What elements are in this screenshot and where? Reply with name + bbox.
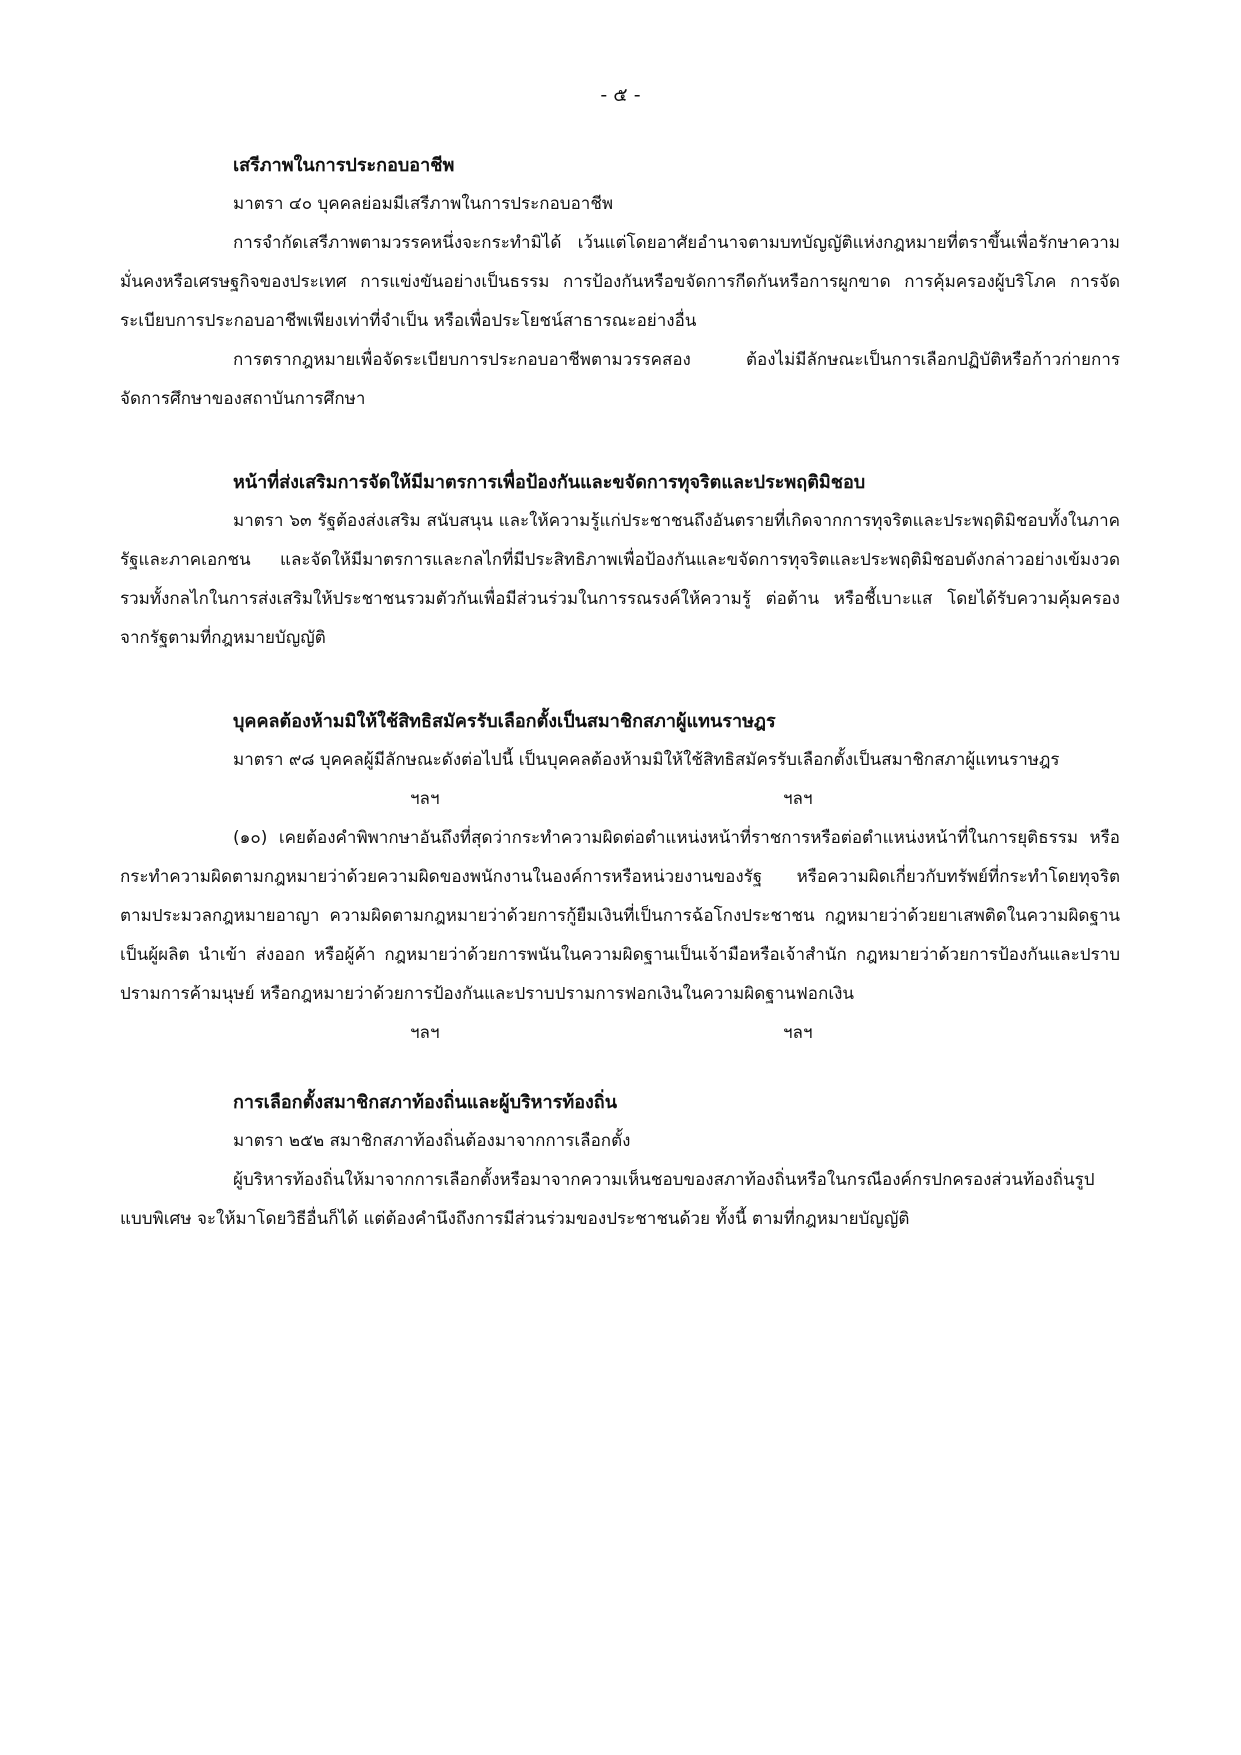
omission-marker: ฯลฯ [783, 789, 813, 809]
section-candidate-prohibitions [120, 702, 1120, 1053]
section-heading: หน้าที่ส่งเสริมการจัดให้มีมาตรการเพื่อป้องกันและขจัดการทุจริตและประพฤติมิชอบ [233, 472, 866, 493]
section-paragraph: การตรากฎหมายเพื่อจัดระเบียบการประกอบอาชีพตามวรรคสอง ต้องไม่มีลักษณะเป็นการเลือกปฏิบัติหรือก้าวก่ายการจัดการศึกษาของสถาบันการศึกษา [120, 350, 1120, 409]
section-paragraph: มาตรา ๔๐ บุคคลย่อมมีเสรีภาพในการประกอบอาชีพ [233, 194, 614, 214]
section-paragraph: (๑๐) เคยต้องคำพิพากษาอันถึงที่สุดว่ากระทำความผิดต่อตำแหน่งหน้าที่ราชการหรือต่อตำแหน่งหน้าที่ในการยุติธรรม หรือกระทำความผิดตามกฎหมายว่าด้วยความผิดของพนักงานในองค์การหรือหน่วยงานของรัฐ หรือความผิดเกี่ยวกับทรัพย์ที่กระทำโดยทุจริตตามประมวลกฎหมายอาญา ความผิดตามกฎหมายว่าด้วยการกู้ยืมเงินที่เป็นการฉ้อโกงประชาชน กฎหมายว่าด้วยยาเสพติดในความผิดฐานเป็นผู้ผลิต นำเข้า ส่งออก หรือผู้ค้า กฎหมายว่าด้วยการพนันในความผิดฐานเป็นเจ้ามือหรือเจ้าสำนัก กฎหมายว่าด้วยการป้องกันและปราบปรามการค้ามนุษย์ หรือกฎหมายว่าด้วยการป้องกันและปราบปรามการฟอกเงินในความผิดฐานฟอกเงิน [120, 828, 1120, 1004]
section-heading: บุคคลต้องห้ามมิให้ใช้สิทธิสมัครรับเลือกตั้งเป็นสมาชิกสภาผู้แทนราษฎร [233, 711, 776, 732]
section-spacer [120, 658, 1120, 702]
document-body [120, 146, 1120, 1239]
omission-marker-row [120, 1014, 1120, 1053]
section-heading: เสรีภาพในการประกอบอาชีพ [233, 155, 455, 176]
section-spacer [120, 1053, 1120, 1083]
section-spacer [120, 419, 1120, 463]
section-paragraph: มาตรา ๖๓ รัฐต้องส่งเสริม สนับสนุน และให้ความรู้แก่ประชาชนถึงอันตรายที่เกิดจากการทุจริตและประพฤติมิชอบทั้งในภาครัฐและภาคเอกชน และจัดให้มีมาตรการและกลไกที่มีประสิทธิภาพเพื่อป้องกันและขจัดการทุจริตและประพฤติมิชอบดังกล่าวอย่างเข้มงวด รวมทั้งกลไกในการส่งเสริมให้ประชาชนรวมตัวกันเพื่อมีส่วนร่วมในการรณรงค์ให้ความรู้ ต่อต้าน หรือชี้เบาะแส โดยได้รับความคุ้มครองจากรัฐตามที่กฎหมายบัญญัติ [120, 511, 1120, 648]
page-number: - ๕ - [600, 84, 641, 106]
section-paragraph: ผู้บริหารท้องถิ่นให้มาจากการเลือกตั้งหรือมาจากความเห็นชอบของสภาท้องถิ่นหรือในกรณีองค์กรปกครองส่วนท้องถิ่นรูปแบบพิเศษ จะให้มาโดยวิธีอื่นก็ได้ แต่ต้องคำนึงถึงการมีส่วนร่วมของประชาชนด้วย ทั้งนี้ ตามที่กฎหมายบัญญัติ [120, 1170, 1095, 1229]
section-paragraph: การจำกัดเสรีภาพตามวรรคหนึ่งจะกระทำมิได้ เว้นแต่โดยอาศัยอำนาจตามบทบัญญัติแห่งกฎหมายที่ตราขึ้นเพื่อรักษาความมั่นคงหรือเศรษฐกิจของประเทศ การแข่งขันอย่างเป็นธรรม การป้องกันหรือขจัดการกีดกันหรือการผูกขาด การคุ้มครองผู้บริโภค การจัดระเบียบการประกอบอาชีพเพียงเท่าที่จำเป็น หรือเพื่อประโยชน์สาธารณะอย่างอื่น [120, 233, 1120, 331]
section-freedom-of-occupation [120, 146, 1120, 419]
omission-marker: ฯลฯ [410, 1023, 440, 1043]
omission-marker: ฯลฯ [783, 1023, 813, 1043]
section-paragraph: มาตรา ๒๕๒ สมาชิกสภาท้องถิ่นต้องมาจากการเลือกตั้ง [233, 1131, 631, 1151]
section-heading: การเลือกตั้งสมาชิกสภาท้องถิ่นและผู้บริหารท้องถิ่น [233, 1092, 617, 1113]
section-anti-corruption [120, 463, 1120, 658]
section-paragraph: มาตรา ๙๘ บุคคลผู้มีลักษณะดังต่อไปนี้ เป็นบุคคลต้องห้ามมิให้ใช้สิทธิสมัครรับเลือกตั้งเป็นสมาชิกสภาผู้แทนราษฎร [233, 750, 1060, 770]
omission-marker: ฯลฯ [410, 789, 440, 809]
section-local-elections [120, 1083, 1120, 1239]
omission-marker-row [120, 780, 1120, 819]
